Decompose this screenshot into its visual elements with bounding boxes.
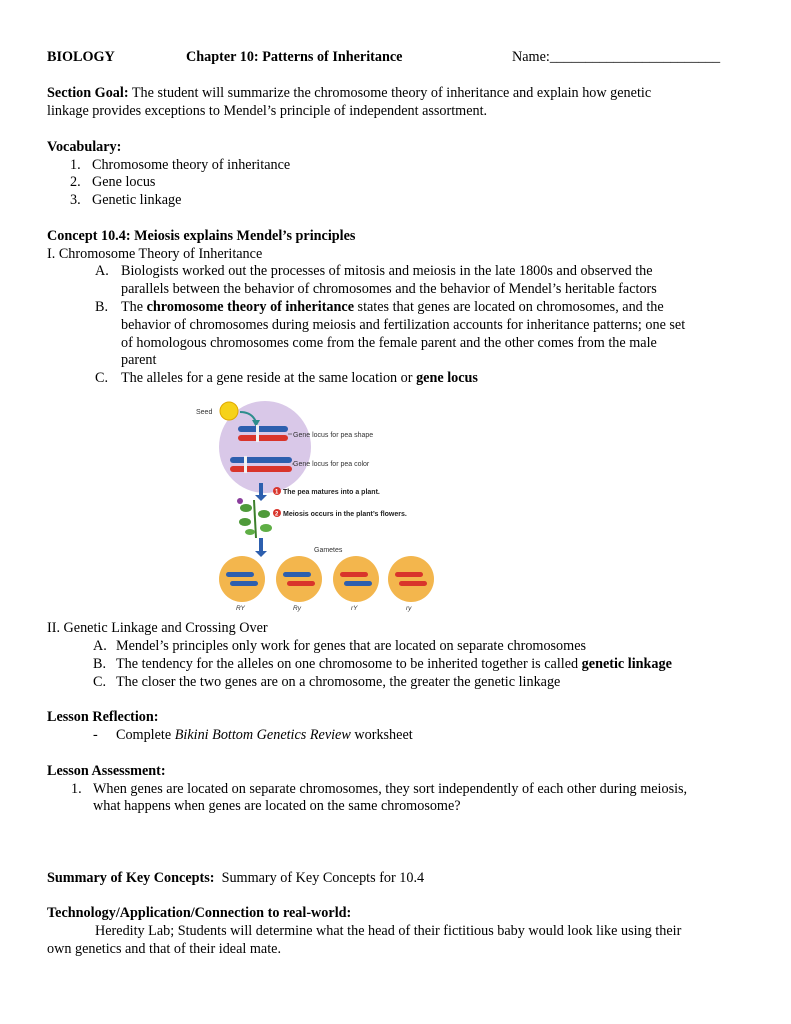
item-letter: A. <box>95 263 109 279</box>
reflection-heading: Lesson Reflection: <box>47 709 159 725</box>
section2-heading: II. Genetic Linkage and Crossing Over <box>47 620 268 636</box>
vocab-item: 2. Gene locus <box>70 174 156 190</box>
down-arrow-icon <box>259 538 263 552</box>
summary: Summary of Key Concepts: Summary of Key Concepts for 10.4 <box>47 870 425 886</box>
seed-icon <box>220 402 238 420</box>
vocab-item: 1. Chromosome theory of inheritance <box>70 157 291 173</box>
assessment-question: When genes are located on separate chromosomes, they sort independently of each other during meiosis, <box>93 781 688 797</box>
down-arrow-icon <box>259 483 263 496</box>
item-2c: The closer the two genes are on a chromosome, the greater the genetic linkage <box>116 674 561 690</box>
gametes-label: Gametes <box>314 547 343 554</box>
item-1a: Biologists worked out the processes of mitosis and meiosis in the late 1800s and observed the <box>121 263 653 279</box>
chapter-title: Chapter 10: Patterns of Inheritance <box>186 49 403 65</box>
course-title: BIOLOGY <box>47 49 115 65</box>
technology-text: Heredity Lab; Students will determine what the head of their fictitious baby would look like using their <box>95 923 682 939</box>
item-1b: The chromosome theory of inheritance states that genes are located on chromosomes, and the <box>121 299 664 315</box>
gamete-label: Ry <box>293 605 301 612</box>
item-1b-line2: behavior of chromosomes during meiosis and fertilization accounts for inheritance patterns; one set <box>121 317 686 333</box>
locus-shape-label: Gene locus for pea shape <box>293 432 374 439</box>
item-letter: B. <box>93 656 107 672</box>
assessment-num: 1. <box>71 781 82 797</box>
seed-label: Seed <box>196 409 213 416</box>
chromosome-red <box>230 466 292 472</box>
section-goal-line2: linkage provides exceptions to Mendel’s principle of independent assortment. <box>47 103 488 119</box>
concept-title: Concept 10.4: Meiosis explains Mendel’s principles <box>47 228 356 244</box>
gamete-cell <box>388 556 434 602</box>
chromosome-blue <box>230 457 292 463</box>
item-letter: C. <box>93 674 107 690</box>
locus-mark <box>256 425 259 442</box>
gamete-label: RY <box>236 605 245 612</box>
pea-plant-icon <box>237 498 272 538</box>
gamete-cell <box>276 556 322 602</box>
item-1b-line4: parent <box>121 352 157 368</box>
assessment-question-line2: what happens when genes are located on the same chromosome? <box>93 798 461 814</box>
technology-heading: Technology/Application/Connection to real-world: <box>47 905 352 921</box>
item-letter: A. <box>93 638 107 654</box>
chromosome-red <box>238 435 288 441</box>
chromosome-blue <box>238 426 288 432</box>
item-1a-line2: parallels between the behavior of chromosomes and the behavior of Mendel’s heritable factors <box>121 281 657 297</box>
gamete-label: ry <box>406 605 412 612</box>
step-1-label: The pea matures into a plant. <box>283 489 380 496</box>
reflection-item: Complete Bikini Bottom Genetics Review worksheet <box>116 727 413 743</box>
item-2b: The tendency for the alleles on one chromosome to be inherited together is called genetic linkage <box>116 656 672 672</box>
step-2-label: Meiosis occurs in the plant’s flowers. <box>283 511 407 518</box>
item-1c: The alleles for a gene reside at the same location or gene locus <box>121 370 478 386</box>
gamete-cell <box>219 556 265 602</box>
name-field[interactable]: Name:________________________ <box>512 49 721 65</box>
gamete-label: rY <box>351 605 358 612</box>
svg-text:2: 2 <box>275 511 279 518</box>
gene-locus-figure <box>196 400 446 615</box>
reflection-dash: - <box>93 727 98 743</box>
item-2a: Mendel’s principles only work for genes that are located on separate chromosomes <box>116 638 587 654</box>
section1-heading: I. Chromosome Theory of Inheritance <box>47 246 263 262</box>
svg-text:1: 1 <box>275 489 279 496</box>
item-1b-line3: of homologous chromosomes come from the female parent and the other comes from the male <box>121 335 657 351</box>
locus-mark <box>244 456 247 473</box>
item-letter: C. <box>95 370 109 386</box>
assessment-heading: Lesson Assessment: <box>47 763 166 779</box>
item-letter: B. <box>95 299 109 315</box>
locus-color-label: Gene locus for pea color <box>293 461 370 468</box>
vocabulary-heading: Vocabulary: <box>47 139 122 155</box>
section-goal: Section Goal: The student will summarize the chromosome theory of inheritance and explain how genetic <box>47 85 652 101</box>
gamete-cell <box>333 556 379 602</box>
vocab-item: 3. Genetic linkage <box>70 192 182 208</box>
technology-text-line2: own genetics and that of their ideal mate. <box>47 941 282 957</box>
